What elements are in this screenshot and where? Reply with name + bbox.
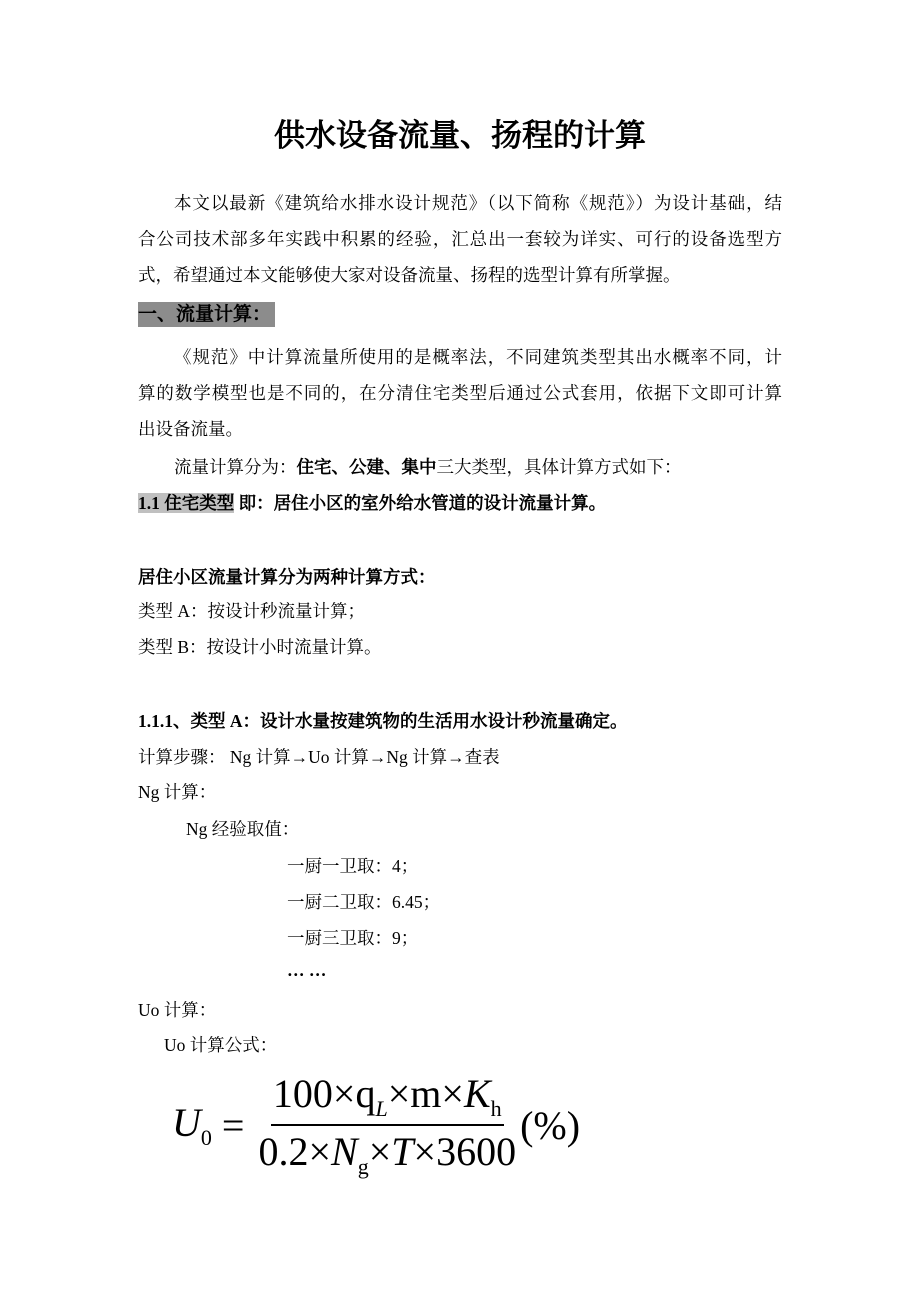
types-suffix: 三大类型，具体计算方式如下： (436, 457, 682, 477)
uo-formula-label: Uo 计算公式： (164, 1035, 278, 1055)
denominator (258, 1126, 516, 1180)
methods-heading: 居住小区流量计算分为两种计算方式： (138, 567, 436, 587)
intro-line: 式，希望通过本文能够使大家对设备流量、扬程的选型计算有所掌握。 (138, 265, 681, 285)
den-part: 0.2× (258, 1129, 332, 1174)
subsection-1-1-1: 1.1.1、类型 A：设计水量按建筑物的生活用水设计秒流量确定。 (138, 711, 628, 731)
ng-calc: Ng 计算： (138, 782, 217, 802)
den-sub-g: g (357, 1154, 369, 1179)
steps-line: 计算步骤： Ng 计算→Uo 计算→Ng 计算→查表 (138, 747, 500, 767)
ng-value: 一厨二卫取：6.45； (287, 892, 441, 912)
subsection-text: 即：居住小区的室外给水管道的设计流量计算。 (234, 493, 607, 513)
para-line: 《规范》中计算流量所使用的是概率法，不同建筑类型其出水概率不同，计 (174, 347, 782, 367)
num-part: 100×q (272, 1071, 376, 1116)
den-t: T (391, 1129, 414, 1174)
uo-calc: Uo 计算： (138, 1000, 217, 1020)
intro-line: 合公司技术部多年实践中积累的经验，汇总出一套较为详实、可行的设备选型方 (138, 229, 782, 249)
subsection-label: 1.1 住宅类型 (138, 493, 235, 513)
type-a: 类型 A：按设计秒流量计算； (138, 601, 366, 621)
ng-value: … … (287, 960, 327, 980)
subsection-1-1 (138, 492, 606, 514)
den-part: × (368, 1129, 392, 1174)
type-b: 类型 B：按设计小时流量计算。 (138, 637, 382, 657)
ng-values-label: Ng 经验取值： (186, 819, 300, 839)
formula-lhs (172, 1099, 212, 1151)
lhs-subscript: 0 (200, 1125, 212, 1150)
para-line: 出设备流量。 (138, 419, 243, 439)
equals-sign: = (221, 1102, 245, 1148)
types-line (174, 456, 682, 478)
num-k: K (463, 1071, 491, 1116)
types-bold: 住宅、公建、集中 (296, 457, 437, 477)
page-title: 供水设备流量、扬程的计算 (274, 118, 646, 153)
num-part: ×m× (387, 1071, 464, 1116)
types-prefix: 流量计算分为： (174, 457, 297, 477)
numerator (271, 1070, 504, 1126)
ng-value: 一厨一卫取：4； (287, 856, 419, 876)
section-heading: 一、流量计算： (138, 302, 275, 327)
para-line: 算的数学模型也是不同的，在分清住宅类型后通过公式套用，依据下文即可计算 (138, 383, 782, 403)
intro-line: 本文以最新《建筑给水排水设计规范》（以下简称《规范》）为设计基础，结 (174, 193, 782, 213)
num-sub-l: L (375, 1096, 388, 1121)
lhs-symbol: U (172, 1100, 201, 1145)
fraction (258, 1070, 516, 1180)
uo-formula (172, 1070, 580, 1180)
formula-unit: (%) (520, 1102, 581, 1148)
ng-value: 一厨三卫取：9； (287, 928, 419, 948)
num-sub-h: h (490, 1096, 502, 1121)
den-n: N (331, 1129, 358, 1174)
den-part: ×3600 (413, 1129, 517, 1174)
